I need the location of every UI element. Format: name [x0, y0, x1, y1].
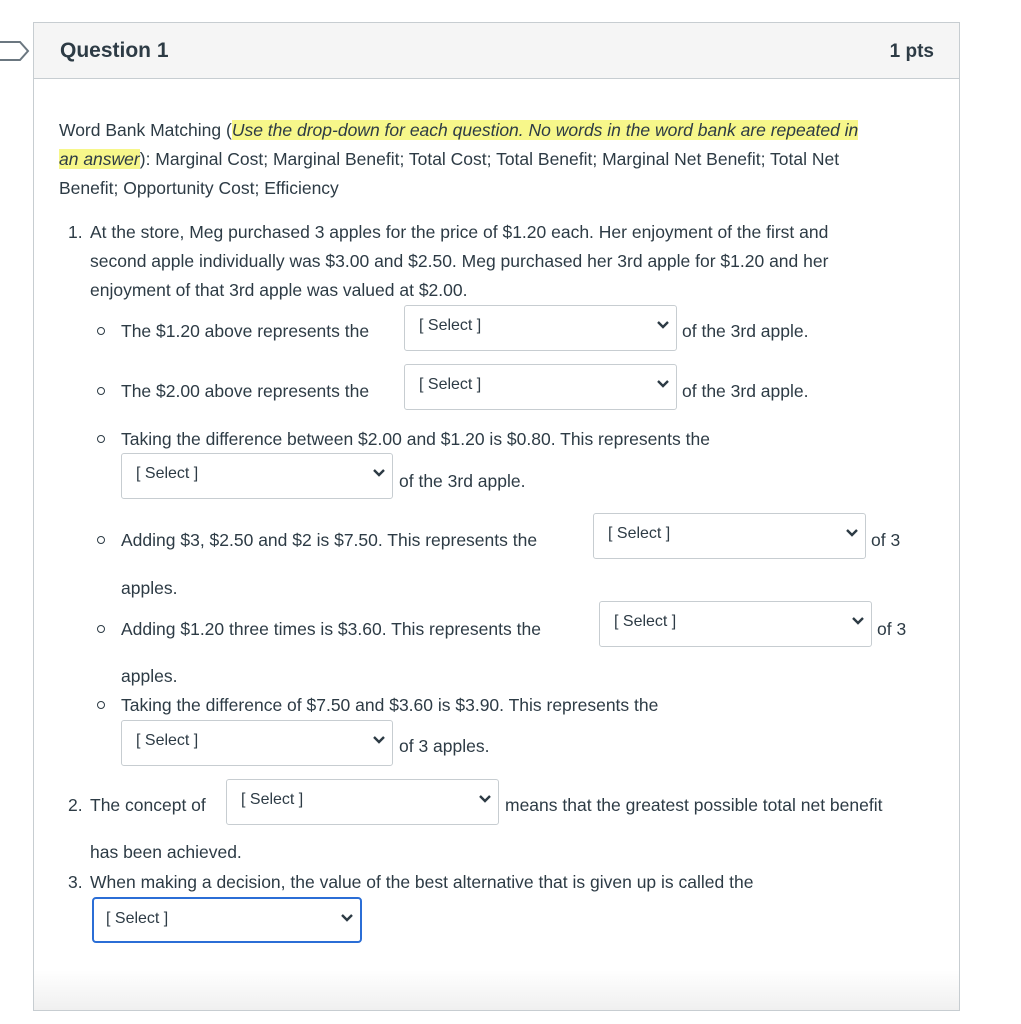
- select-value: [ Select ]: [106, 910, 169, 927]
- chevron-down-icon: [372, 466, 386, 480]
- chevron-down-icon: [372, 733, 386, 747]
- chevron-down-icon: [845, 526, 859, 540]
- chevron-down-icon: [656, 377, 670, 391]
- chevron-down-icon: [851, 614, 865, 628]
- bullet-text: of the 3rd apple.: [682, 321, 809, 341]
- bullet-icon: [97, 536, 105, 544]
- item2-text: has been achieved.: [90, 842, 242, 862]
- bullet-icon: [97, 387, 105, 395]
- question-flag-icon[interactable]: [0, 40, 32, 62]
- intro-highlight: an answer: [59, 149, 140, 169]
- answer-select[interactable]: [599, 601, 872, 647]
- bullet-text: of the 3rd apple.: [682, 381, 809, 401]
- bullet-text: apples.: [121, 666, 178, 686]
- answer-select-focused[interactable]: [92, 897, 362, 943]
- card-footer: [34, 970, 959, 1010]
- bullet-icon: [97, 435, 105, 443]
- answer-select[interactable]: [404, 364, 677, 410]
- answer-select[interactable]: [404, 305, 677, 351]
- item-number: 1.: [68, 222, 83, 242]
- select-value: [ Select ]: [136, 732, 199, 749]
- answer-select[interactable]: [121, 720, 393, 766]
- intro-prefix: Word Bank Matching (: [59, 120, 232, 140]
- answer-select[interactable]: [226, 779, 499, 825]
- item1-text: second apple individually was $3.00 and $2.50. Meg purchased her 3rd apple for $1.20 and her: [90, 251, 829, 271]
- chevron-down-icon: [340, 911, 354, 925]
- intro-line-3: Benefit; Opportunity Cost; Efficiency: [59, 178, 339, 198]
- item-number: 2.: [68, 795, 83, 815]
- answer-select[interactable]: [121, 453, 393, 499]
- answer-select[interactable]: [593, 513, 866, 559]
- select-value: [ Select ]: [136, 465, 199, 482]
- bullet-icon: [97, 625, 105, 633]
- bullet-text: Taking the difference between $2.00 and $1.20 is $0.80. This represents the: [121, 429, 710, 449]
- bullet-text: apples.: [121, 578, 178, 598]
- bullet-text: of 3: [871, 530, 901, 550]
- chevron-down-icon: [478, 792, 492, 806]
- item3-text: When making a decision, the value of the best alternative that is given up is called the: [90, 872, 754, 892]
- select-value: [ Select ]: [608, 525, 671, 542]
- select-value: [ Select ]: [614, 613, 677, 630]
- bullet-text: of 3 apples.: [399, 736, 490, 756]
- item-number: 3.: [68, 872, 83, 892]
- intro-line-1: [59, 119, 858, 141]
- item2-text: means that the greatest possible total net benefit: [505, 795, 883, 815]
- bullet-text: Adding $1.20 three times is $3.60. This represents the: [121, 619, 541, 639]
- item2-text: The concept of: [90, 795, 206, 815]
- intro-highlight: Use the drop-down for each question. No words in the word bank are repeated in: [231, 120, 859, 140]
- bullet-text: The $2.00 above represents the: [121, 381, 370, 401]
- item1-text: enjoyment of that 3rd apple was valued at $2.00.: [90, 280, 468, 300]
- bullet-text: of 3: [877, 619, 907, 639]
- select-value: [ Select ]: [241, 791, 304, 808]
- question-title: Question 1: [60, 39, 169, 62]
- intro-word-bank: ): Marginal Cost; Marginal Benefit; Total Cost; Total Benefit; Marginal Net Benefit; Total Net: [139, 149, 840, 169]
- bullet-text: Adding $3, $2.50 and $2 is $7.50. This represents the: [121, 530, 538, 550]
- select-value: [ Select ]: [419, 376, 482, 393]
- bullet-icon: [97, 701, 105, 709]
- bullet-text: of the 3rd apple.: [399, 471, 526, 491]
- intro-line-2: [59, 148, 839, 170]
- question-header: [34, 23, 959, 79]
- bullet-icon: [97, 327, 105, 335]
- chevron-down-icon: [656, 318, 670, 332]
- bullet-text: The $1.20 above represents the: [121, 321, 370, 341]
- question-points: 1 pts: [889, 41, 934, 62]
- select-value: [ Select ]: [419, 317, 482, 334]
- item1-text: At the store, Meg purchased 3 apples for the price of $1.20 each. Her enjoyment of the first and: [90, 222, 829, 242]
- bullet-text: Taking the difference of $7.50 and $3.60 is $3.90. This represents the: [121, 695, 659, 715]
